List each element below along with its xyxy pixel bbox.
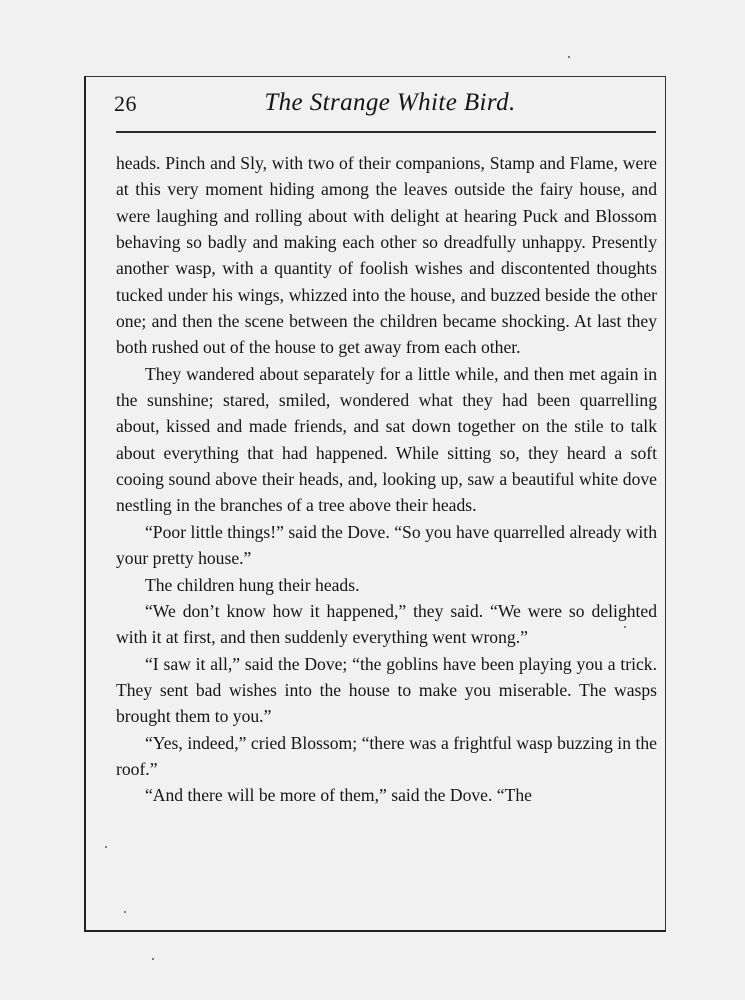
page-number: 26 [114,91,137,116]
header-rule [116,131,656,133]
paragraph: The children hung their heads. [145,574,360,595]
print-speck [124,911,126,913]
paragraph: “We don’t know how it happened,” they said. “We were so delighted with it at first, and then suddenly everything went wrong.” [116,600,657,648]
paragraph: “I saw it all,” said the Dove; “the goblins have been playing you a trick. They sent bad wishes into the house to make you miserable. The wasps brought them to you.” [116,653,657,727]
print-speck [624,626,626,628]
paragraph: heads. Pinch and Sly, with two of their companions, Stamp and Flame, were at this very moment hiding among the leaves outside the fairy house, and were laughing and rolling about with delight at hearing Puck and Blossom behaving so badly and making each other so dreadfully unhappy. Presently another wasp, with a quantity of foolish wishes and discontented thoughts tucked under his wings, whizzed into the house, and buzzed beside the other one; and then the scene between the children became shocking. At last they both rushed out of the house to get away from each other. [116,153,657,358]
paragraph: “Poor little things!” said the Dove. “So you have quarrelled already with your pretty house.” [116,521,657,569]
body-text [116,150,657,809]
print-speck [568,56,570,58]
paragraph: “And there will be more of them,” said the Dove. “The [145,785,532,806]
running-title: The Strange White Bird. [264,89,516,116]
print-speck [152,958,154,960]
paragraph: They wandered about separately for a little while, and then met again in the sunshine; stared, smiled, wondered what they had been quarrelling about, kissed and made friends, and sat down together on the stile to talk about everything that had happened. While sitting so, they heard a soft cooing sound above their heads, and, looking up, saw a beautiful white dove nestling in the branches of a tree above their heads. [116,363,657,516]
print-speck [105,846,107,848]
paragraph: “Yes, indeed,” cried Blossom; “there was a frightful wasp buzzing in the roof.” [116,732,657,779]
